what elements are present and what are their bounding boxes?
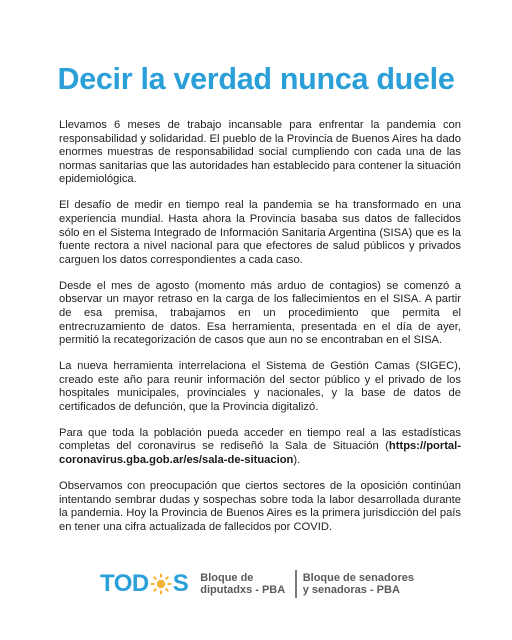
paragraph-5-text-after: ). <box>293 454 301 467</box>
bloque-senadores <box>303 572 414 597</box>
footer <box>100 567 414 601</box>
paragraph-6: Observamos con preocupación que ciertos sectores de la oposición continúan intentando sembrar dudas y sospechas sobre toda la labor desarrollada durante la pandemia. Hoy la Provincia de Buenos Aires es la primera jurisdicción del país en tener una cifra actualizada de fallecidos por COVID. <box>59 480 461 533</box>
bloque-diputados-line-1: Bloque de <box>200 571 254 584</box>
bloque-diputados-line-2: diputadxs - PBA <box>200 584 286 596</box>
paragraph-5-text-before: Para que toda la población pueda acceder en tiempo real a las estadísticas completas del coronavirus se rediseñó la Sala de Situación ( <box>59 426 461 453</box>
paragraph-4: La nueva herramienta interrelaciona el Sistema de Gestión Camas (SIGEC), creado este año para reunir información del sector público y el privado de los hospitales municipales, provinciales y nacionales, y la base de datos de certificados de defunción, que la Provincia digitalizó. <box>59 360 461 413</box>
bloque-diputados <box>200 572 285 597</box>
bloque-senadores-line-1: Bloque de senadores <box>302 571 414 584</box>
page-title: Decir la verdad nunca duele <box>57 62 455 96</box>
paragraph-1: Llevamos 6 meses de trabajo incansable para enfrentar la pandemia con responsabilidad y solidaridad. El pueblo de la Provincia de Buenos Aires ha dado enormes muestras de responsabilidad social cumpliendo con cada una de las normas sanitarias que las autoridades han establecido para contener la situación epidemiológica. <box>59 119 461 186</box>
footer-divider <box>295 570 297 598</box>
paragraph-5 <box>59 427 461 468</box>
paragraph-3: Desde el mes de agosto (momento más arduo de contagios) se comenzó a observar un mayor retraso en la carga de los fallecimientos en el SISA. A partir de esa premisa, trabajamos en un procedimiento que permita el entrecruzamiento de datos. Esa herramienta, presentada en el día de ayer, permitió la recategorización de casos que aun no se encontraban en el SISA. <box>59 279 461 347</box>
todos-logo <box>100 570 188 598</box>
document-body <box>59 119 461 547</box>
sala-de-situacion-link[interactable]: https://portal-coronavirus.gba.gob.ar/es/sala-de-situacion <box>59 440 461 467</box>
sun-icon <box>150 573 172 595</box>
logo-text-left: TOD <box>100 570 149 597</box>
bloque-senadores-line-2: y senadoras - PBA <box>302 584 400 596</box>
logo-text-right: S <box>172 570 189 597</box>
paragraph-2: El desafío de medir en tiempo real la pandemia se ha transformado en una experiencia mundial. Hasta ahora la Provincia basaba sus datos de fallecidos sólo en el Sistema Integrado de Información Sanitaria Argentina (SISA) que es la fuente rectora a nivel nacional para que efectores de salud públicos y privados carguen los datos correspondientes a cada caso. <box>59 199 461 266</box>
